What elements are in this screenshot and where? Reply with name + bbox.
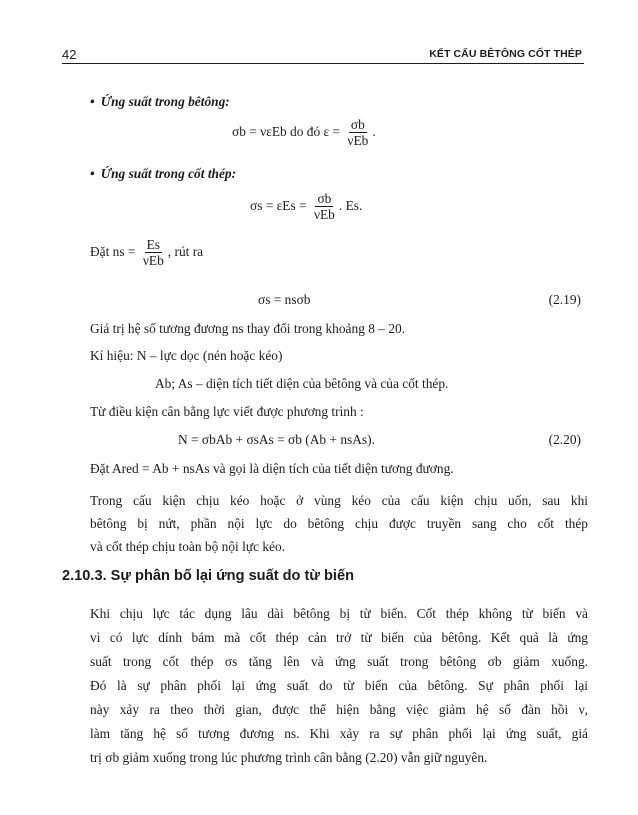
equation-ns-tail: , rút ra: [167, 244, 204, 260]
paragraph-creep-line-1: Khi chịu lực tác dụng lâu dài bêtông bị từ biến. Cốt thép không từ biến và: [90, 606, 588, 621]
equation-concrete-tail: .: [372, 124, 376, 140]
paragraph-creep-line-4: Đó là sự phân phối lại ứng suất do từ biến của bêtông. Sự phân phối lại: [90, 678, 588, 693]
equation-2-19-formula: σs = nsσb: [258, 292, 311, 307]
fraction-ns-denominator: νEb: [142, 253, 164, 268]
fraction-ns-numerator: Es: [146, 237, 161, 252]
page-number: 42: [62, 47, 77, 62]
bullet-steel-stress-label: Ứng suất trong cốt thép:: [100, 166, 237, 181]
equation-ns-prefix: Đặt ns =: [90, 244, 136, 260]
equation-2-20-number: (2.20): [548, 432, 581, 447]
equation-steel-tail: . Es.: [338, 198, 363, 214]
equation-concrete-left: σb = νεEb do đó ε =: [232, 124, 341, 140]
paragraph-creep-line-5: này xảy ra theo thời gian, được thể hiện bằng việc giảm hệ số đàn hồi ν,: [90, 702, 588, 717]
ns-range-line: Giá trị hệ số tương đương ns thay đổi trong khoảng 8 – 20.: [90, 321, 406, 336]
bullet-steel-stress: [90, 166, 236, 182]
fraction-ns: [141, 238, 166, 268]
paragraph-creep-line-2: vì có lực dính bám mà cốt thép cản trở từ biến của bêtông. Kết quả là ứng: [90, 630, 588, 645]
fraction-concrete: [345, 118, 370, 148]
bullet-icon: •: [90, 94, 95, 109]
notation-line: Kí hiệu: N – lực dọc (nén hoặc kéo): [90, 348, 283, 363]
equation-2-19: [258, 292, 311, 308]
paragraph-cracked-line-1: Trong cấu kiện chịu kéo hoặc ở vùng kéo của cấu kiện chịu uốn, sau khi: [90, 493, 588, 508]
paragraph-cracked-line-2: bêtông bị nứt, phần nội lực do bêtông chịu được truyền sang cho cốt thép: [90, 516, 588, 531]
paragraph-creep-line-7: trị σb giảm xuống trong lúc phương trình cân bằng (2.20) vẫn giữ nguyên.: [90, 750, 488, 765]
running-title: KẾT CẤU BÊTÔNG CỐT THÉP: [429, 48, 582, 60]
fraction-steel-numerator: σb: [317, 191, 332, 206]
bullet-concrete-stress-label: Ứng suất trong bêtông:: [100, 94, 230, 109]
equation-2-20: [178, 432, 375, 448]
section-heading: 2.10.3. Sự phân bố lại ứng suất do từ biến: [62, 568, 354, 584]
equation-2-19-number: (2.19): [548, 292, 581, 307]
equilibrium-line: Từ điều kiện cân bằng lực viết được phương trình :: [90, 404, 364, 419]
areas-line: Ab; As – diện tích tiết diện của bêtông và của cốt thép.: [155, 376, 449, 391]
paragraph-creep-line-3: suất trong cốt thép σs tăng lên và ứng suất trong bêtông σb giảm xuống.: [90, 654, 588, 669]
paragraph-cracked-line-3: và cốt thép chịu toàn bộ nội lực kéo.: [90, 539, 286, 554]
ared-line: Đặt Ared = Ab + nsAs và gọi là diện tích của tiết diện tương đương.: [90, 461, 454, 476]
equation-steel-left: σs = εEs =: [250, 198, 307, 214]
equation-2-20-formula: N = σbAb + σsAs = σb (Ab + nsAs).: [178, 432, 375, 447]
bullet-icon: •: [90, 166, 95, 181]
fraction-steel: [312, 192, 337, 222]
header-rule: [62, 63, 584, 64]
fraction-steel-denominator: νEb: [313, 207, 335, 222]
equation-concrete-stress: [232, 118, 376, 148]
equation-steel-stress: [250, 192, 362, 222]
equation-ns-definition: [90, 238, 203, 268]
fraction-concrete-numerator: σb: [350, 117, 365, 132]
fraction-concrete-denominator: νEb: [347, 133, 369, 148]
paragraph-creep-line-6: làm tăng hệ số tương đương ns. Khi xảy ra sự phân phối lại ứng suất, giá: [90, 726, 588, 741]
bullet-concrete-stress: [90, 94, 230, 110]
